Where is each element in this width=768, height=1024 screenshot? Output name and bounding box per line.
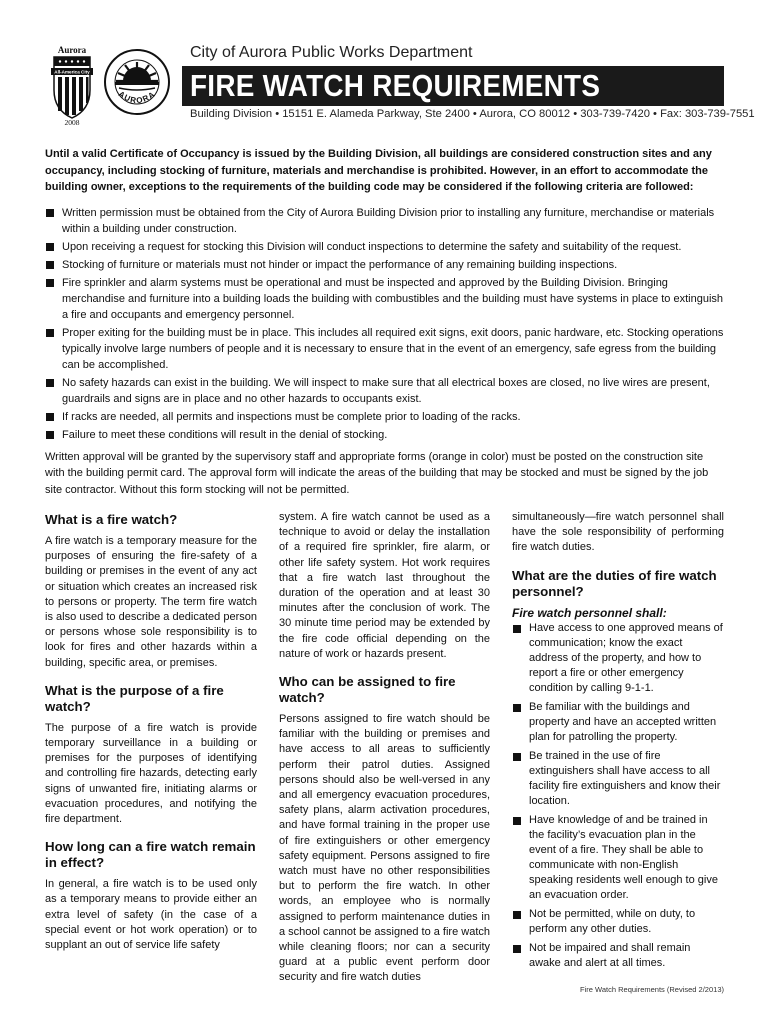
bullet-square-icon — [46, 209, 54, 217]
aurora-seal-logo — [103, 48, 171, 116]
bullet-square-icon — [513, 753, 521, 761]
footer-revision: Fire Watch Requirements (Revised 2/2013) — [580, 985, 724, 994]
department-name: City of Aurora Public Works Department — [190, 44, 473, 61]
how-long-body-part2: system. A fire watch cannot be used as a technique to avoid or delay the installation of a required fire sprinkler, fire alarm, or other life safety system. Hot work requires that a fire watch last throughout the duration of the operation and at least 30 minutes after the conclusion of work. The 30 minute time period may be extended by the fire code official depending on the nature of work or hazards present. — [279, 511, 490, 660]
bullet-square-icon — [513, 704, 521, 712]
who-body-part2: simultaneously—fire watch personnel shall have the sole responsibility of performing fire watch duties. — [512, 511, 724, 554]
column-2 — [279, 510, 490, 986]
duty-item: Not be impaired and shall remain awake and alert at all times. — [512, 941, 724, 971]
criteria-item: Upon receiving a request for stocking this Division will conduct inspections to determine the safety and suitability of the request. — [45, 239, 724, 255]
intro-lead: Until a valid Certificate of Occupancy is issued by the Building Division, all buildings are considered construction sites and any occupancy, including stocking of furniture, materials and merchandise is prohibited. However, in an effort to accommodate the building owner, exceptions to the requirements of the building code may be considered if the following criteria are followed: — [45, 148, 712, 193]
contact-address: Building Division • 15151 E. Alameda Parkway, Ste 2400 • Aurora, CO 80012 • 303-739-7420 • Fax: 303-739-7551 — [190, 108, 755, 120]
criteria-item: Failure to meet these conditions will result in the denial of stocking. — [45, 427, 724, 443]
heading-duties: What are the duties of fire watch personnel? — [512, 567, 717, 599]
title-bar — [182, 66, 724, 106]
bullet-square-icon — [46, 279, 54, 287]
duty-item: Have access to one approved means of communication; know the exact address of the property, and how to report a fire or other emergency condition by calling 9-1-1. — [512, 621, 724, 696]
bullet-square-icon — [513, 625, 521, 633]
bullet-square-icon — [513, 817, 521, 825]
bullet-square-icon — [513, 945, 521, 953]
criteria-item: If racks are needed, all permits and inspections must be complete prior to loading of the racks. — [45, 409, 724, 425]
criteria-item: Written permission must be obtained from the City of Aurora Building Division prior to installing any furniture, merchandise or materials within a building under construction. — [45, 205, 724, 237]
heading-who-can-be-assigned: Who can be assigned to fire watch? — [279, 674, 456, 706]
criteria-list — [45, 205, 724, 443]
duty-item: Be trained in the use of fire extinguishers shall have access to all facility fire extinguishers and know their location. — [512, 749, 724, 809]
logo-top-text: Aurora — [57, 45, 87, 55]
duty-item: Be familiar with the buildings and property and have an accepted written plan for patrolling the property. — [512, 700, 724, 745]
criteria-item: No safety hazards can exist in the building. We will inspect to make sure that all electrical boxes are closed, no live wires are present, guardrails and signs are in place and no other hazards to occupants exist. — [45, 375, 724, 407]
logo-year-text: 2008 — [64, 118, 80, 126]
criteria-item: Stocking of furniture or materials must not hinder or impact the performance of any remaining building inspections. — [45, 257, 724, 273]
column-3 — [512, 510, 724, 975]
duty-item: Have knowledge of and be trained in the facility’s evacuation plan in the event of a fire. They shall be able to communicate with non-English speaking residents well enough to give an evacuation order. — [512, 813, 724, 903]
bullet-square-icon — [46, 431, 54, 439]
page-title: FIRE WATCH REQUIREMENTS — [190, 68, 601, 103]
bullet-square-icon — [46, 413, 54, 421]
bullet-square-icon — [46, 329, 54, 337]
duties-list — [512, 621, 724, 971]
criteria-item: Proper exiting for the building must be in place. This includes all required exit signs, exit doors, panic hardware, etc. Stocking operations typically involve large numbers of people and it is necessary to ensure that in the event of an emergency, safe egress from the building can be accomplished. — [45, 325, 724, 373]
seal-text: AURORA — [116, 89, 158, 106]
how-long-body-part1: In general, a fire watch is to be used only as a temporary means to provide either an extra level of safety (in the case of a special event or hot work operation) or to supplant an out of service life safety — [45, 878, 257, 952]
bullet-square-icon — [513, 911, 521, 919]
who-body-part1: Persons assigned to fire watch should be familiar with the building or premises and have access to all areas to sufficiently perform their patrol duties. Assigned persons should also be well-versed in any and all emergency evacuation procedures, safety plans, alarm activation procedures, and have formal training in the proper use of fire extinguishers or other emergency safety equipment. Persons assigned to fire watch must have no other responsibilities but to perform the fire watch. In other words, an employee who is normally assigned to perform maintenance duties in a school cannot be assigned to a fire watch while cleaning floors; nor can a security guard at a public event perform door security and fire watch duties — [279, 713, 490, 984]
letterhead — [48, 40, 755, 130]
heading-purpose: What is the purpose of a fire watch? — [45, 682, 224, 714]
duty-item: Not be permitted, while on duty, to perform any other duties. — [512, 907, 724, 937]
bullet-square-icon — [46, 379, 54, 387]
intro-section — [45, 146, 724, 498]
purpose-body: The purpose of a fire watch is provide temporary surveillance in a building or premises for the purposes of identifying and controlling fire hazards, detecting early signs of unwanted fire, initiating alarms or evacuation procedures, and notifying the fire department. — [45, 721, 257, 826]
bullet-square-icon — [46, 261, 54, 269]
what-is-body: A fire watch is a temporary measure for the purposes of ensuring the fire-safety of a building or premises in the event of any act or situation which creates an increased risk to persons or property. The term fire watch is also used to describe a dedicated person or persons whose sole responsibility is to look for fires and other hazards within a building, specific area, or premises. — [45, 535, 257, 669]
approval-paragraph: Written approval will be granted by the supervisory staff and appropriate forms (orange in color) must be posted on the construction site with the building permit card. The approval form will indicate the areas of the building that may be stocked and must be signed by the job site contractor. Without this form stocking will not be permitted. — [45, 450, 709, 496]
heading-how-long: How long can a fire watch remain in effect? — [45, 839, 256, 871]
logo-banner-text: All-America City — [54, 69, 90, 75]
bullet-square-icon — [46, 243, 54, 251]
all-america-city-logo — [48, 44, 96, 126]
duties-subheading: Fire watch personnel shall: — [512, 605, 667, 620]
criteria-item: Fire sprinkler and alarm systems must be operational and must be inspected and approved by the Building Division. Bringing merchandise and furniture into a building loads the building with combustibles and the building must have systems in place to extinguish a fire and occupants and emergency personnel. — [45, 275, 724, 323]
column-1 — [45, 510, 257, 953]
heading-what-is-fire-watch: What is a fire watch? — [45, 512, 178, 527]
